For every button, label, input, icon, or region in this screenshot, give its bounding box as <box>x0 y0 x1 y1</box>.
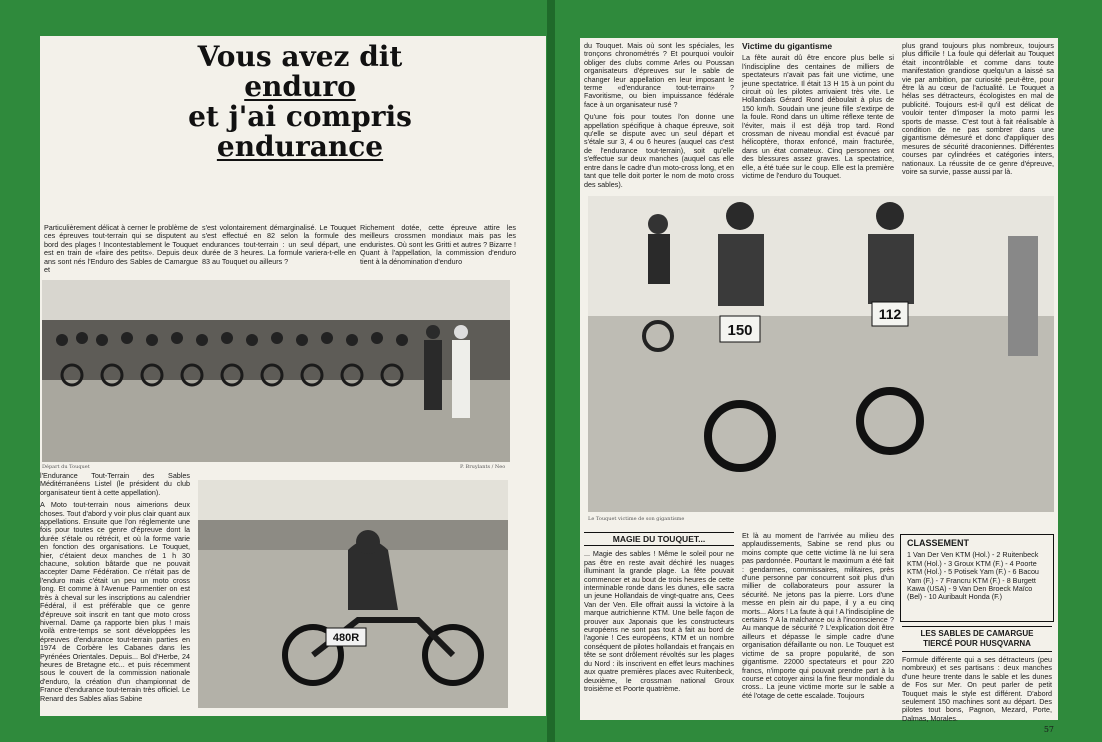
title-line: enduro <box>244 70 356 103</box>
title-line: et j'ai compris <box>188 100 412 133</box>
body-column <box>40 472 190 712</box>
rider-photo <box>198 480 508 708</box>
photo-credit: P. Bruylants / Neo <box>460 464 506 470</box>
intro-column: Particulièrement délicat à cerner le problème de ces épreuves tout-terrain qui se disputent au bord des plages ! Incontestablement le Touquet est en train de «faire des petits». Depuis deux ans sont nés l'Enduro des Sables de Camargue et <box>44 223 198 275</box>
bike-number: 112 <box>878 306 902 322</box>
paragraph: l'Endurance Tout-Terrain des Sables Méditérranéens Listel (le président du club organisateur tient à cette appellation). <box>40 471 190 497</box>
left-page <box>40 36 546 716</box>
photo-caption: Le Touquet victime de son gigantisme <box>588 516 685 522</box>
bike-number: 150 <box>727 322 753 339</box>
paragraph: Formule différente qui a ses détracteurs (peu nombreux) et ses partisans : deux manches d'une heure trente dans le sable et les dunes de Fos sur Mer. On peut parler de petit Touquet mais le style est différent. D'abord seulement 150 machines sont au départ. Des pilotes tout bons, Pagnon, Mezard, Porte, Dalmas, Morales. <box>902 655 1052 723</box>
page-number: 57 <box>1043 725 1054 734</box>
start-line-photo <box>42 280 510 462</box>
intro-column: s'est volontairement démarginalisé. Le Touquet s'est effectué en 82 selon la formule des endurances tout-terrain : un seul départ, une durée de 3 heures. La formule variera-t-elle en 83 au Touquet ou ailleurs ? <box>202 223 356 266</box>
bike-number: 480R <box>332 632 360 644</box>
section-heading: MAGIE DU TOUQUET... <box>584 532 734 546</box>
body-column <box>584 532 734 716</box>
paragraph: Qu'une fois pour toutes l'on donne une appellation spécifique à chaque épreuve, soit qu'elle se dispute avec un seul départ et s'étale sur 3, 4 ou 6 heures (auquel cas c'est de l'endurance tout-terrain), soit qu'elle s'effectue sur deux manches (auquel cas elle entre dans le cadre d'un moto-cross long, et en tant que telle doit porter le nom de moto cross des sables). <box>584 112 735 189</box>
paragraph: du Touquet. Mais où sont les spéciales, les tronçons chronométrés ? Et pourquoi vouloir obliger des clubs comme Arles ou Poussan organisateurs d'épreuves sur le sable de changer leur appellation en leur imposant le terme «d'endurance tout-terrain» ? Favoritisme, ou bien impuissance fédérale face à un organisateur rusé ? <box>584 41 734 109</box>
paragraph: ... Magie des sables ! Même le soleil pour ne pas être en reste avait déchiré les nuages illuminant la grande plage. La fête pouvait commencer et au bout de trois heures de cette interminable ronde dans les dunes, elle sacra un jeune Hollandais de vingt-quatre ans, Cees Van der Ven. Elle offrait aussi la victoire à la marque autrichienne KTM. Une belle façon de prouver aux Japonais que les constructeurs européens ne sont pas tout à fait au bord de l'agonie ! Ces européens, KTM et un nombre conséquent de pilotes hollandais et français en tête se sont drôlement révoltés sur les plages du Nord : ils inscrivent en effet leurs machines aux quatre premières places avec Ruitenbeck, deuxième, le crossman national Groux troisième et Poorte quatrième. <box>584 549 734 693</box>
results-list: 1 Van Der Ven KTM (Hol.) - 2 Ruitenbeck KTM (Hol.) - 3 Groux KTM (F.) - 4 Poorte KTM (Hol.) - 5 Potisek Yam (F.) - 6 Bacou Yam (F.) - 7 Francru KTM (F.) - 8 Burgett Kawa (USA) - 9 Van Den Broeck Maïco (Bel) - 10 Auribault Honda (F.) <box>907 550 1039 602</box>
title-line: Vous avez dit <box>197 40 403 73</box>
photo-caption: Départ du Touquet <box>42 464 90 470</box>
heading-line: LES SABLES DE CAMARGUE <box>920 629 1034 638</box>
title-line: endurance <box>216 130 384 163</box>
section-heading <box>902 626 1052 652</box>
body-column: plus grand toujours plus nombreux, toujours plus difficile ! La foule qui déferlait au Touquet était incontrôlable et comme dans toute manifestation grandiose quelqu'un a laissé sa vie par ambition, par curiosité peut-être, pour être là au cœur de l'actualité. Le Touquet a hélas ses détracteurs, écologistes en mal de publicité. Toujours est-il qu'il est délicat de vouloir tenter d'imposer la moto parmi les sports de masse. C'est tout à fait réalisable à condition de ne pas sombrer dans une gigantisme démesuré et donc d'appliquer des mesures de sécurité draconiennes. Différentes courses par cylindrées et catégories inters, nationaux. La réussite de ce genre d'épreuve, voire sa survie, passe aussi par là. <box>902 41 1054 177</box>
heading-line: TIERCÉ POUR HUSQVARNA <box>923 639 1031 648</box>
body-column <box>902 626 1052 723</box>
classement-box <box>900 534 1054 622</box>
body-column <box>584 42 734 192</box>
paragraph: La fête aurait dû être encore plus belle si l'indiscipline des centaines de milliers de spectateurs n'avait pas fait une victime, une jeune spectatrice. Il était 13 H 15 à un point du circuit où les pilotes arrivaient très vite. Le Hollandais Gérard Rond déboulait à plus de 150 km/h. Soudain une jeune fille s'extirpe de la foule. Rond dans un ultime réflexe tente de l'éviter, mais il est déjà trop tard. Rond crossman de niveau mondial est évacué par hélicoptère, thorax enfoncé, main fracturée, dans un état comateux. Cinq personnes ont des blessures assez graves. La spectatrice, elle, a été tuée sur le coup. Elle est la première victime de l'enduro du Touquet. <box>742 53 894 181</box>
page-spine <box>547 0 555 742</box>
article-title <box>150 42 450 162</box>
right-page <box>580 38 1058 723</box>
section-heading: CLASSEMENT <box>907 538 970 548</box>
intro-column: Richement dotée, cette épreuve attire les meilleurs crossmen mondiaux mais pas les enduristes. Où sont les Gritti et autres ? Bizarre ! Quant à l'appellation, la commission d'enduro tient à la dénomination d'enduro <box>360 223 516 266</box>
body-column: Et là au moment de l'arrivée au milieu des applaudissements, Sabine se rend plus ou moins compte que cette victime là ne lui sera pas pardonnée. Pourtant le maximum a été fait : gendarmes, commissaires, militaires, près d'une personne par concurrent soit plus d'un millier de collaborateurs pour assurer la sécurité. Ne jetons pas la pierre. Lors d'une messe en plein air du pape, il y a eu cinq morts... Alors ! La faute à qui ! A l'indiscipline de certains ? A la malchance ou à l'inconscience ? Au manque de sécurité ? L'explication doit être ailleurs et dépasse le simple cadre d'une organisation défaillante ou non. Le Touquet est victime de sa propre popularité, de son gigantisme. 22000 spectateurs et pour 220 francs, n'importe qui pouvait prendre part à la course et cotoyer ainsi la fine fleur mondiale du cross.. La jeune victime morte sur le sable a été l'otage de cette escalade. Toujours <box>742 531 894 700</box>
race-photo <box>588 196 1054 512</box>
body-column <box>742 42 894 192</box>
section-heading: Victime du gigantisme <box>742 41 833 51</box>
paragraph: A Moto tout-terrain nous aimerions deux choses. Tout d'abord y voir plus clair quant aux appellations. Ensuite que l'on réglemente une fois pour toutes ce genre d'épreuve dont la durée s'étale ou rétrécit, et où la forme varie en fonction des organisations. Le Touquet, hier, c'étaient deux manches de 1 h 30 chacune, solution bâtarde que ne pouvait accepter Dame Fédération. Ce n'était pas de l'enduro mais c'était un peu un moto cross long. Et comme à l'Avenue Parmentier on est très à cheval sur les inscriptions au calendrier Fédéral, il est préférable que ce genre d'épreuve soit inscrit en tant que moto cross hivernal. Dame ça rapporte bien plus ! mais voilà entre-temps se sont développées les épreuves d'endurance tout-terrain parties en 1974 de Corbère les Cabanes dans les Pyrénées Orientales. Depuis... Bol d'Herbe, 24 heures de Bretagne etc... et puis récemment sous le couvert de la commission nationale d'enduro, la création d'un championnat de France d'endurance tout-terrain très officiel. Le Renard des Sables alias Sabine <box>40 500 190 703</box>
